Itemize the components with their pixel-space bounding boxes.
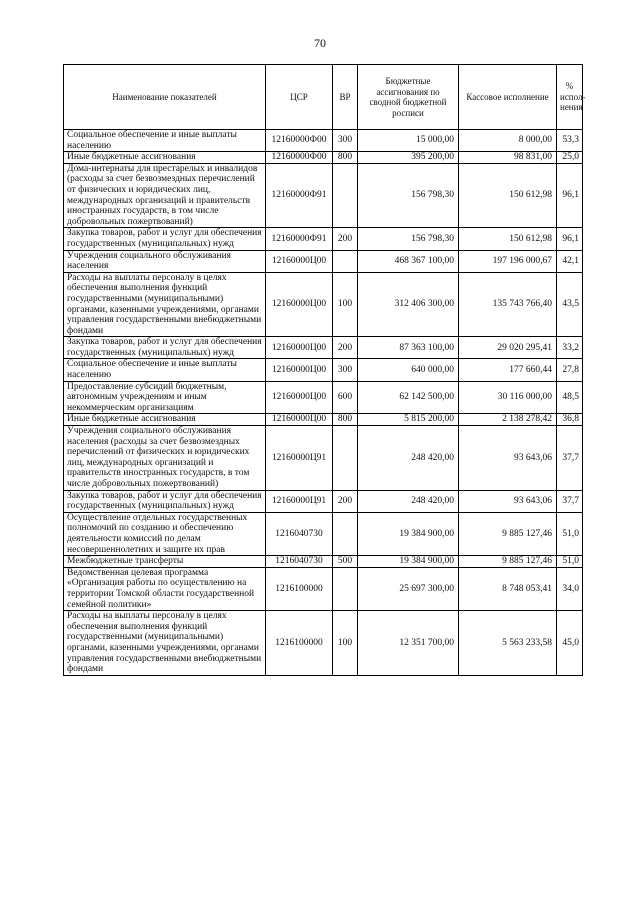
row-name-cell: Учреждения социального обслуживания населения — [64, 250, 266, 272]
row-vr-cell: 200 — [333, 490, 358, 512]
row-cash-cell: 93 643,06 — [459, 426, 557, 491]
row-csr-cell: 12160000Ф00 — [266, 130, 333, 152]
row-vr-cell: 300 — [333, 130, 358, 152]
row-csr-cell: 12160000Ц91 — [266, 490, 333, 512]
row-csr-cell: 1216040730 — [266, 512, 333, 555]
row-cash-cell: 150 612,98 — [459, 228, 557, 250]
row-budget-cell: 25 697 300,00 — [358, 567, 459, 610]
row-csr-cell: 12160000Ф91 — [266, 163, 333, 228]
row-vr-cell: 600 — [333, 381, 358, 414]
row-cash-cell: 135 743 766,40 — [459, 272, 557, 337]
table-row — [64, 272, 583, 337]
row-pct-cell: 53,3 — [557, 130, 583, 152]
row-name-cell: Закупка товаров, работ и услуг для обеспечения государственных (муниципальных) нужд — [64, 228, 266, 250]
row-vr-cell: 300 — [333, 359, 358, 381]
row-cash-cell: 9 885 127,46 — [459, 556, 557, 568]
row-budget-cell: 19 384 900,00 — [358, 556, 459, 568]
table-row — [64, 250, 583, 272]
row-pct-cell: 45,0 — [557, 611, 583, 676]
row-cash-cell: 197 196 000,67 — [459, 250, 557, 272]
row-budget-cell: 312 406 300,00 — [358, 272, 459, 337]
row-name-cell: Социальное обеспечение и иные выплаты населению — [64, 359, 266, 381]
row-csr-cell: 1216040730 — [266, 556, 333, 568]
row-csr-cell: 12160000Ц00 — [266, 272, 333, 337]
row-budget-cell: 5 815 200,00 — [358, 414, 459, 426]
row-pct-cell: 27,8 — [557, 359, 583, 381]
row-cash-cell: 29 020 295,41 — [459, 337, 557, 359]
row-vr-cell — [333, 163, 358, 228]
table-row — [64, 337, 583, 359]
row-vr-cell — [333, 426, 358, 491]
row-csr-cell: 12160000Ф91 — [266, 228, 333, 250]
row-name-cell: Межбюджетные трансферты — [64, 556, 266, 568]
row-csr-cell: 12160000Ц00 — [266, 381, 333, 414]
row-csr-cell: 12160000Ц00 — [266, 250, 333, 272]
row-cash-cell: 8 748 053,41 — [459, 567, 557, 610]
row-pct-cell: 33,2 — [557, 337, 583, 359]
row-csr-cell: 1216100000 — [266, 567, 333, 610]
row-budget-cell: 156 798,30 — [358, 163, 459, 228]
row-cash-cell: 9 885 127,46 — [459, 512, 557, 555]
row-budget-cell: 19 384 900,00 — [358, 512, 459, 555]
row-cash-cell: 150 612,98 — [459, 163, 557, 228]
row-pct-cell: 36,8 — [557, 414, 583, 426]
table-body — [64, 130, 583, 676]
row-pct-cell: 37,7 — [557, 426, 583, 491]
row-budget-cell: 62 142 500,00 — [358, 381, 459, 414]
row-pct-cell: 51,0 — [557, 556, 583, 568]
budget-execution-table — [63, 64, 586, 676]
row-budget-cell: 12 351 700,00 — [358, 611, 459, 676]
row-name-cell: Расходы на выплаты персоналу в целях обеспечения выполнения функций государственными (муниципальными) органами, казенными учреждениями, органами управления государственными внебюджетными фондами — [64, 272, 266, 337]
row-budget-cell: 248 420,00 — [358, 490, 459, 512]
row-name-cell: Осуществление отдельных государственных полномочий по созданию и обеспечению деятельности комиссий по делам несовершеннолетних и защите их прав — [64, 512, 266, 555]
row-pct-cell: 51,0 — [557, 512, 583, 555]
row-csr-cell: 1216100000 — [266, 611, 333, 676]
row-vr-cell: 100 — [333, 611, 358, 676]
table-row — [64, 556, 583, 568]
row-pct-cell: 42,1 — [557, 250, 583, 272]
table-row — [64, 490, 583, 512]
table-header-row — [64, 65, 583, 130]
table-row — [64, 228, 583, 250]
row-pct-cell: 96,1 — [557, 163, 583, 228]
row-budget-cell: 640 000,00 — [358, 359, 459, 381]
row-pct-cell: 34,0 — [557, 567, 583, 610]
row-csr-cell: 12160000Ц91 — [266, 426, 333, 491]
row-name-cell: Дома-интернаты для престарелых и инвалидов (расходы за счет безвозмездных перечислений от физических и юридических лиц, международных организаций и правительств иностранных государств, в том числе добровольных пожертвований) — [64, 163, 266, 228]
row-csr-cell: 12160000Ф00 — [266, 152, 333, 164]
row-vr-cell: 800 — [333, 414, 358, 426]
row-csr-cell: 12160000Ц00 — [266, 414, 333, 426]
row-budget-cell: 87 363 100,00 — [358, 337, 459, 359]
table-row — [64, 567, 583, 610]
column-header-cash: Кассовое исполнение — [459, 65, 557, 130]
row-cash-cell: 5 563 233,58 — [459, 611, 557, 676]
row-cash-cell: 8 000,00 — [459, 130, 557, 152]
column-header-csr: ЦСР — [266, 65, 333, 130]
row-vr-cell: 200 — [333, 228, 358, 250]
column-header-budget: Бюджетные ассигнования по сводной бюджетной росписи — [358, 65, 459, 130]
row-cash-cell: 98 831,00 — [459, 152, 557, 164]
row-name-cell: Иные бюджетные ассигнования — [64, 152, 266, 164]
row-pct-cell: 48,5 — [557, 381, 583, 414]
table-row — [64, 359, 583, 381]
row-cash-cell: 177 660,44 — [459, 359, 557, 381]
row-name-cell: Закупка товаров, работ и услуг для обеспечения государственных (муниципальных) нужд — [64, 490, 266, 512]
column-header-vr: ВР — [333, 65, 358, 130]
row-vr-cell: 200 — [333, 337, 358, 359]
row-pct-cell: 43,5 — [557, 272, 583, 337]
column-header-name: Наименование показателей — [64, 65, 266, 130]
row-name-cell: Расходы на выплаты персоналу в целях обеспечения выполнения функций государственными (муниципальными) органами, казенными учреждениями, органами управления государственными внебюджетными фондами — [64, 611, 266, 676]
row-budget-cell: 15 000,00 — [358, 130, 459, 152]
row-cash-cell: 2 138 278,42 — [459, 414, 557, 426]
row-budget-cell: 156 798,30 — [358, 228, 459, 250]
table-row — [64, 163, 583, 228]
row-vr-cell — [333, 512, 358, 555]
table-row — [64, 512, 583, 555]
row-pct-cell: 25,0 — [557, 152, 583, 164]
row-vr-cell: 100 — [333, 272, 358, 337]
row-vr-cell — [333, 250, 358, 272]
row-name-cell: Социальное обеспечение и иные выплаты населению — [64, 130, 266, 152]
row-cash-cell: 30 116 000,00 — [459, 381, 557, 414]
row-name-cell: Закупка товаров, работ и услуг для обеспечения государственных (муниципальных) нужд — [64, 337, 266, 359]
row-budget-cell: 395 200,00 — [358, 152, 459, 164]
table-row — [64, 426, 583, 491]
row-pct-cell: 37,7 — [557, 490, 583, 512]
row-name-cell: Ведомственная целевая программа «Организация работы по осуществлению на территории Томской области государственной семейной политики» — [64, 567, 266, 610]
row-vr-cell: 500 — [333, 556, 358, 568]
column-header-pct: % испол-нения — [557, 65, 583, 130]
row-budget-cell: 248 420,00 — [358, 426, 459, 491]
table-row — [64, 130, 583, 152]
table-row — [64, 611, 583, 676]
row-csr-cell: 12160000Ц00 — [266, 337, 333, 359]
row-csr-cell: 12160000Ц00 — [266, 359, 333, 381]
row-cash-cell: 93 643,06 — [459, 490, 557, 512]
row-pct-cell: 96,1 — [557, 228, 583, 250]
row-vr-cell — [333, 567, 358, 610]
table-row — [64, 152, 583, 164]
page-number: 70 — [314, 36, 326, 50]
row-budget-cell: 468 367 100,00 — [358, 250, 459, 272]
row-name-cell: Учреждения социального обслуживания населения (расходы за счет безвозмездных перечислений от физических и юридических лиц, международных организаций и правительств иностранных государств, в том числе добровольных пожертвований) — [64, 426, 266, 491]
table-row — [64, 414, 583, 426]
row-name-cell: Предоставление субсидий бюджетным, автономным учреждениям и иным некоммерческим организациям — [64, 381, 266, 414]
row-vr-cell: 800 — [333, 152, 358, 164]
table-row — [64, 381, 583, 414]
row-name-cell: Иные бюджетные ассигнования — [64, 414, 266, 426]
